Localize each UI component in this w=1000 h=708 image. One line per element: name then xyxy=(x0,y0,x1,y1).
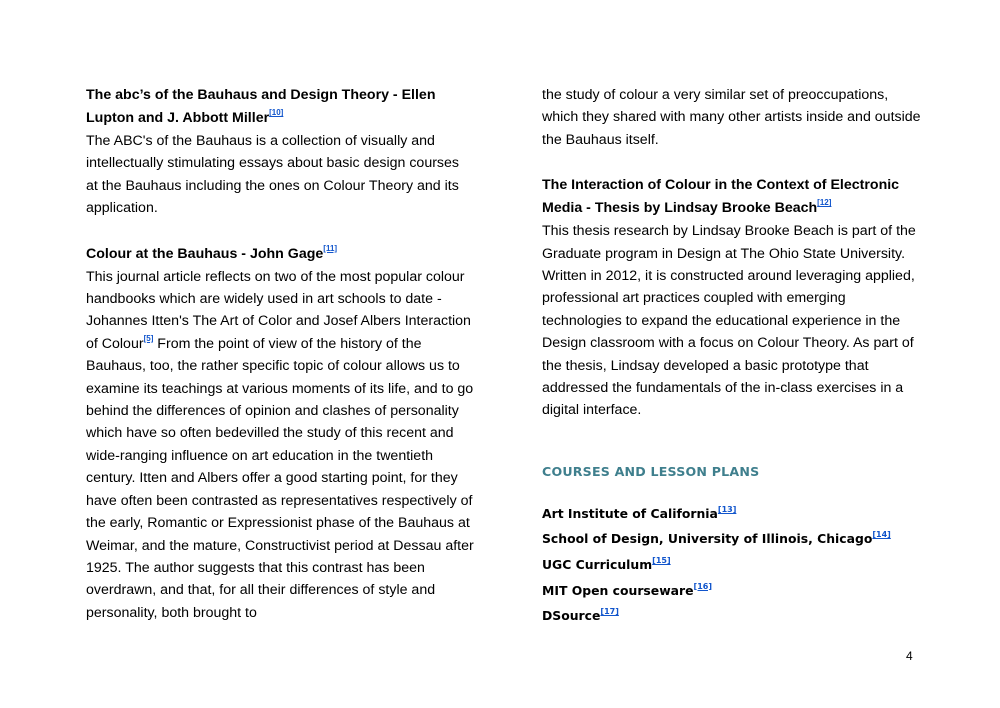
course-item: School of Design, University of Illinois, Chicago[14] xyxy=(542,530,891,547)
course-item: Art Institute of California[13] xyxy=(542,504,737,521)
course-item: MIT Open courseware[16] xyxy=(542,581,712,598)
reference-title-interaction-of-colour: The Interaction of Colour in the Context of Electronic Media - Thesis by Lindsay Brooke Beach[12] xyxy=(542,177,900,217)
course-item: DSource[17] xyxy=(542,607,619,624)
section-heading: COURSES AND LESSON PLANS xyxy=(542,463,760,479)
courses-list xyxy=(542,501,922,629)
footnote-link-17[interactable]: [17] xyxy=(600,607,619,617)
footnote-link-11[interactable]: [11] xyxy=(323,243,338,253)
continued-paragraph: the study of colour a very similar set of preoccupations, which they shared with many other artists inside and outside the Bauhaus itself. xyxy=(542,87,921,148)
reference-description: This thesis research by Lindsay Brooke Beach is part of the Graduate program in Design at The Ohio State University. Written in 2012, it is constructed around leveraging applied, professional art practices coupled with emerging technologies to expand the educational experience in the Design classroom with a focus on Colour Theory. As part of the thesis, Lindsay developed a basic prototype that addressed the fundamentals of the in-class exercises in a digital interface. xyxy=(542,223,916,419)
reference-title-colour-at-bauhaus: Colour at the Bauhaus - John Gage[11] xyxy=(86,243,338,262)
course-item: UGC Curriculum[15] xyxy=(542,555,671,573)
footnote-link-16[interactable]: [16] xyxy=(693,581,712,591)
reference-title-bauhaus-abcs: The abc’s of the Bauhaus and Design Theory - Ellen Lupton and J. Abbott Miller[10] xyxy=(86,87,436,126)
reference-description: This journal article reflects on two of the most popular colour handbooks which are widely used in art schools to date - Johannes Itten's The Art of Color and Josef Albers Interaction of Colour[5] From the point of view of the history of the Bauhaus, too, the rather specific topic of colour allows us to examine its teachings at various moments of its life, and to go behind the differences of opinion and clashes of personality which have so often bedevilled the study of this recent and wide-ranging influence on art education in the twentieth century. Itten and Albers offer a good starting point, for they have often been contrasted as representatives respectively of the early, Romantic or Expressionist phase of the Bauhaus at Weimar, and the mature, Constructivist period at Dessau after 1925. The author suggests that this contrast has been overdrawn, and that, for all their differences of style and personality, both brought to xyxy=(86,268,474,621)
right-column xyxy=(542,84,922,629)
footnote-link-13[interactable]: [13] xyxy=(717,504,737,514)
left-column xyxy=(86,84,474,624)
footnote-link-10[interactable]: [10] xyxy=(269,108,284,118)
reference-description: The ABC's of the Bauhaus is a collection of visually and intellectually stimulating essays about basic design courses at the Bauhaus including the ones on Colour Theory and its application. xyxy=(86,133,460,217)
footnote-link-12[interactable]: [12] xyxy=(817,198,832,208)
footnote-link-14[interactable]: [14] xyxy=(872,530,891,540)
footnote-link-15[interactable]: [15] xyxy=(652,555,671,565)
footnote-link-5[interactable]: [5] xyxy=(143,334,154,344)
page-number: 4 xyxy=(906,649,913,663)
